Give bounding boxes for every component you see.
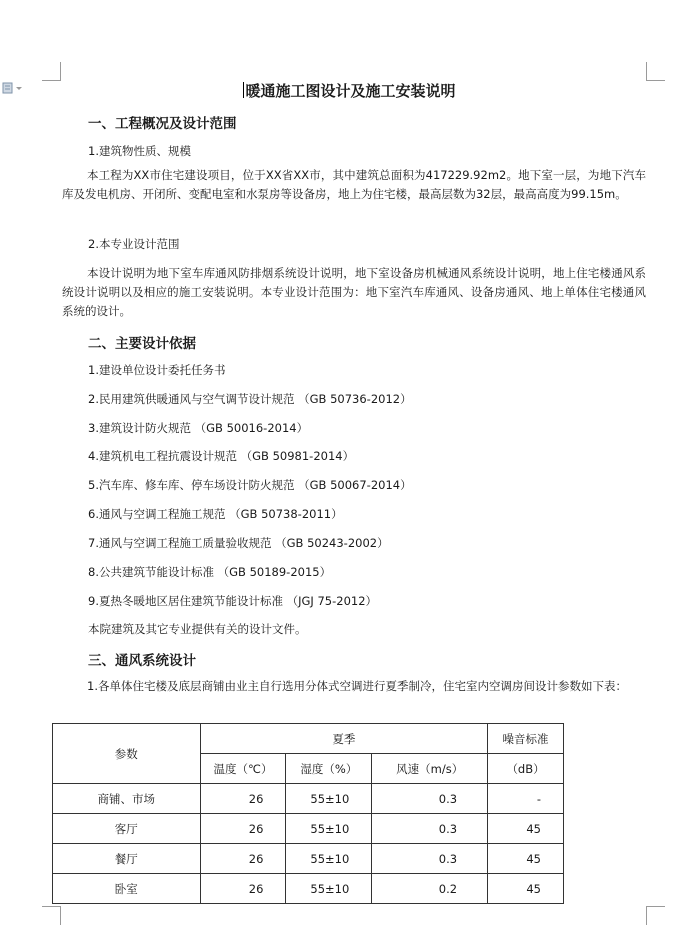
cell-temp: 26 [200, 784, 286, 814]
list-item: 8.公共建筑节能设计标准 （GB 50189-2015） [88, 565, 332, 579]
cell-wind: 0.2 [372, 874, 488, 904]
cell-wind: 0.3 [372, 844, 488, 874]
paragraph: 本工程为XX市住宅建设项目，位于XX省XX市，其中建筑总面积为417229.92m2。地下室一层，为地下汽车库及发电机房、开闭所、变配电室和水泵房等设备房，地上为住宅楼，最高层数为32层，最高高度为99.15m。 [62, 168, 646, 201]
cell-noise: 45 [488, 844, 564, 874]
cell-name: 商铺、市场 [53, 784, 201, 814]
cell-wind: 0.3 [372, 784, 488, 814]
page-corner-mark [646, 906, 665, 925]
table-row [53, 844, 564, 874]
cell-name: 卧室 [53, 874, 201, 904]
paragraph: 1.各单体住宅楼及底层商铺由业主自行选用分体式空调进行夏季制冷，住宅室内空调房间设计参数如下表： [87, 679, 627, 693]
header-wind: 风速（m/s） [372, 754, 488, 784]
table-row [53, 814, 564, 844]
cell-temp: 26 [200, 844, 286, 874]
cell-temp: 26 [200, 814, 286, 844]
cell-humid: 55±10 [286, 814, 372, 844]
cell-noise: - [488, 784, 564, 814]
list-item: 本院建筑及其它专业提供有关的设计文件。 [88, 622, 307, 636]
cell-wind: 0.3 [372, 814, 488, 844]
section-heading: 一、工程概况及设计范围 [88, 116, 237, 132]
cell-humid: 55±10 [286, 874, 372, 904]
list-item: 4.建筑机电工程抗震设计规范 （GB 50981-2014） [88, 449, 355, 463]
section-heading: 二、主要设计依据 [88, 336, 196, 352]
subheading: 2.本专业设计范围 [88, 237, 180, 251]
subheading: 1.建筑物性质、规模 [88, 144, 191, 158]
list-item: 7.通风与空调工程施工质量验收规范 （GB 50243-2002） [88, 536, 389, 550]
header-temp: 温度（℃） [200, 754, 286, 784]
list-item: 2.民用建筑供暖通风与空气调节设计规范 （GB 50736-2012） [88, 392, 412, 406]
cell-humid: 55±10 [286, 844, 372, 874]
paragraph: 本设计说明为地下室车库通风防排烟系统设计说明，地下室设备房机械通风系统设计说明，地上住宅楼通风系统设计说明以及相应的施工安装说明。本专业设计范围为：地下室汽车库通风、设备房通风、地上单体住宅楼通风系统的设计。 [62, 266, 646, 318]
section-heading: 三、通风系统设计 [88, 653, 196, 669]
header-param: 参数 [53, 724, 201, 784]
list-item: 9.夏热冬暖地区居住建筑节能设计标准 （JGJ 75-2012） [88, 594, 378, 608]
table-row [53, 874, 564, 904]
page-corner-mark [646, 62, 665, 81]
list-item: 5.汽车库、修车库、停车场设计防火规范 （GB 50067-2014） [88, 478, 412, 492]
header-summer: 夏季 [200, 724, 488, 754]
cell-temp: 26 [200, 874, 286, 904]
table-row [53, 784, 564, 814]
header-noise: 噪音标准 [488, 724, 564, 754]
cell-name: 客厅 [53, 814, 201, 844]
design-parameters-table [52, 723, 564, 904]
document-title[interactable]: 暖通施工图设计及施工安装说明 [245, 82, 456, 100]
cell-humid: 55±10 [286, 784, 372, 814]
cell-name: 餐厅 [53, 844, 201, 874]
cell-noise: 45 [488, 814, 564, 844]
list-item: 6.通风与空调工程施工规范 （GB 50738-2011） [88, 507, 343, 521]
header-db: （dB） [488, 754, 564, 784]
list-item: 1.建设单位设计委托任务书 [88, 363, 226, 377]
list-item: 3.建筑设计防火规范 （GB 50016-2014） [88, 421, 309, 435]
header-humid: 湿度（%） [286, 754, 372, 784]
page-corner-mark [42, 906, 61, 925]
cell-noise: 45 [488, 874, 564, 904]
page-corner-mark [42, 62, 61, 81]
